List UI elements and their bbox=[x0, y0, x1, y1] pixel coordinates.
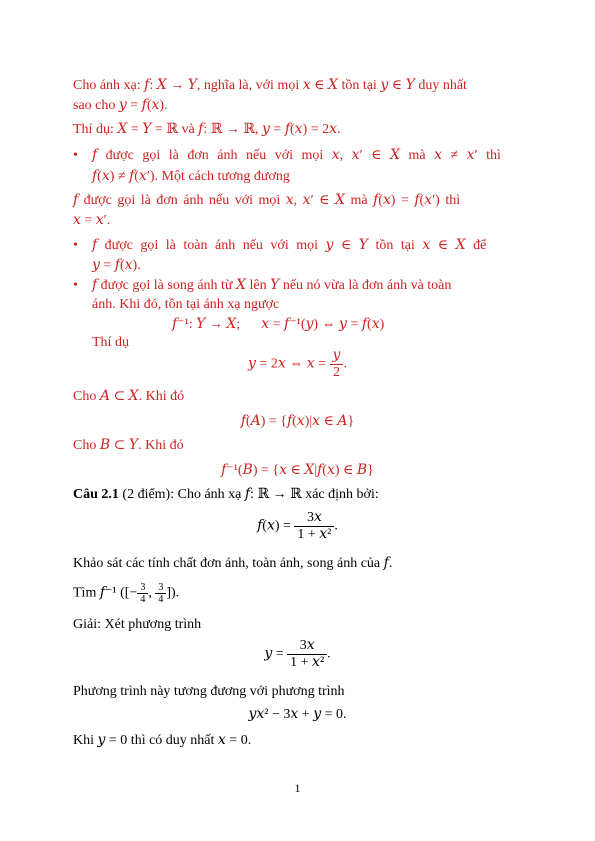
bijective-definition-cont: ánh. Khi đó, tồn tại ánh xạ ngược bbox=[92, 297, 280, 312]
equivalence-line: Phương trình này tương đương với phương trình bbox=[73, 684, 345, 699]
subset-b-line: Cho 𝐵 ⊂ 𝑌. Khi đó bbox=[73, 438, 184, 453]
quadratic-equation: 𝑦𝑥² − 3𝑥 + 𝑦 = 0. bbox=[248, 707, 347, 722]
interval-left-fraction: $\frac{3}{4}$ bbox=[137, 582, 148, 605]
injective-definition: 𝑓 được gọi là đơn ánh nếu với mọi 𝑥, 𝑥′ ∈ 𝑋 mà 𝑥 ≠ 𝑥′ thì bbox=[92, 148, 501, 163]
injective-equivalent: 𝑓 được gọi là đơn ánh nếu với mọi 𝑥, 𝑥′ ∈ 𝑋 mà 𝑓(𝑥) = 𝑓(𝑥′) thì bbox=[73, 193, 461, 208]
function-fraction: $\frac{\text{3𝑥}}{\text{1 + 𝑥²}}$ bbox=[294, 510, 334, 543]
theory-line-2: sao cho 𝑦 = 𝑓(𝑥). bbox=[73, 98, 168, 113]
surjective-definition: 𝑓 được gọi là toàn ánh nếu với mọi 𝑦 ∈ 𝑌 tồn tại 𝑥 ∈ 𝑋 để bbox=[92, 238, 487, 253]
bullet-icon: • bbox=[73, 238, 78, 253]
task-2: Tìm 𝑓⁻¹ ([− $\frac{3}{4}$ , $\frac{3}{4}$ ]). bbox=[73, 582, 180, 605]
problem-heading bbox=[73, 486, 379, 504]
preimage-of-b-formula: 𝑓⁻¹(𝐵) = {𝑥 ∈ 𝑋|𝑓(𝑥) ∈ 𝐵} bbox=[221, 463, 374, 478]
case-y-zero: Khi 𝑦 = 0 thì có duy nhất 𝑥 = 0. bbox=[73, 733, 252, 748]
bijective-definition: 𝑓 được gọi là song ánh từ 𝑋 lên 𝑌 nếu nó vừa là đơn ánh và toàn bbox=[92, 278, 452, 293]
injective-definition-cont: 𝑓(𝑥) ≠ 𝑓(𝑥′). Một cách tương đương bbox=[92, 169, 290, 184]
solution-equation: 𝑦 = $\frac{\text{3𝑥}}{\text{1 + 𝑥²}}$ . bbox=[264, 638, 331, 670]
problem-intro: (2 điểm): Cho ánh xạ 𝑓: ℝ → ℝ xác định bởi: bbox=[118, 487, 379, 502]
solution-fraction: $\frac{\text{3𝑥}}{\text{1 + 𝑥²}}$ bbox=[287, 638, 327, 671]
example-label: Thí dụ bbox=[92, 335, 129, 350]
image-of-a-formula: 𝑓(𝐴) = {𝑓(𝑥)|𝑥 ∈ 𝐴} bbox=[240, 414, 355, 429]
bullet-icon: • bbox=[73, 278, 78, 293]
bullet-icon: • bbox=[73, 148, 78, 163]
example-fraction: $\frac{\text{𝑦}}{2}$ bbox=[330, 348, 344, 381]
theory-line-1: Cho ánh xạ: 𝑓: 𝑋 → 𝑌, nghĩa là, với mọi 𝑥 ∈ 𝑋 tồn tại 𝑦 ∈ 𝑌 duy nhất bbox=[73, 78, 467, 93]
problem-title: Câu 2.1 bbox=[73, 487, 119, 502]
function-definition: 𝑓(𝑥) = $\frac{\text{3𝑥}}{\text{1 + 𝑥²}}$ . bbox=[257, 510, 338, 542]
injective-equivalent-cont: 𝑥 = 𝑥′. bbox=[73, 213, 111, 228]
task-1: Khảo sát các tính chất đơn ánh, toàn ánh, song ánh của 𝑓. bbox=[73, 556, 393, 571]
interval-right-fraction: $\frac{3}{4}$ bbox=[155, 582, 166, 605]
surjective-definition-cont: 𝑦 = 𝑓(𝑥). bbox=[92, 258, 141, 273]
theory-example: Thí dụ: 𝑋 = 𝑌 = ℝ và 𝑓: ℝ → ℝ, 𝑦 = 𝑓(𝑥) = 2𝑥. bbox=[73, 122, 341, 137]
example-formula: 𝑦 = 2𝑥 ⇔ 𝑥 = $\frac{\text{𝑦}}{2}$ . bbox=[248, 348, 347, 380]
subset-a-line: Cho 𝐴 ⊂ 𝑋. Khi đó bbox=[73, 389, 185, 404]
solution-intro: Giải: Xét phương trình bbox=[73, 617, 202, 632]
page-number: 1 bbox=[294, 781, 301, 795]
inverse-map-formula: 𝑓⁻¹: 𝑌 → 𝑋; 𝑥 = 𝑓⁻¹(𝑦) ⇔ 𝑦 = 𝑓(𝑥) bbox=[172, 317, 385, 332]
